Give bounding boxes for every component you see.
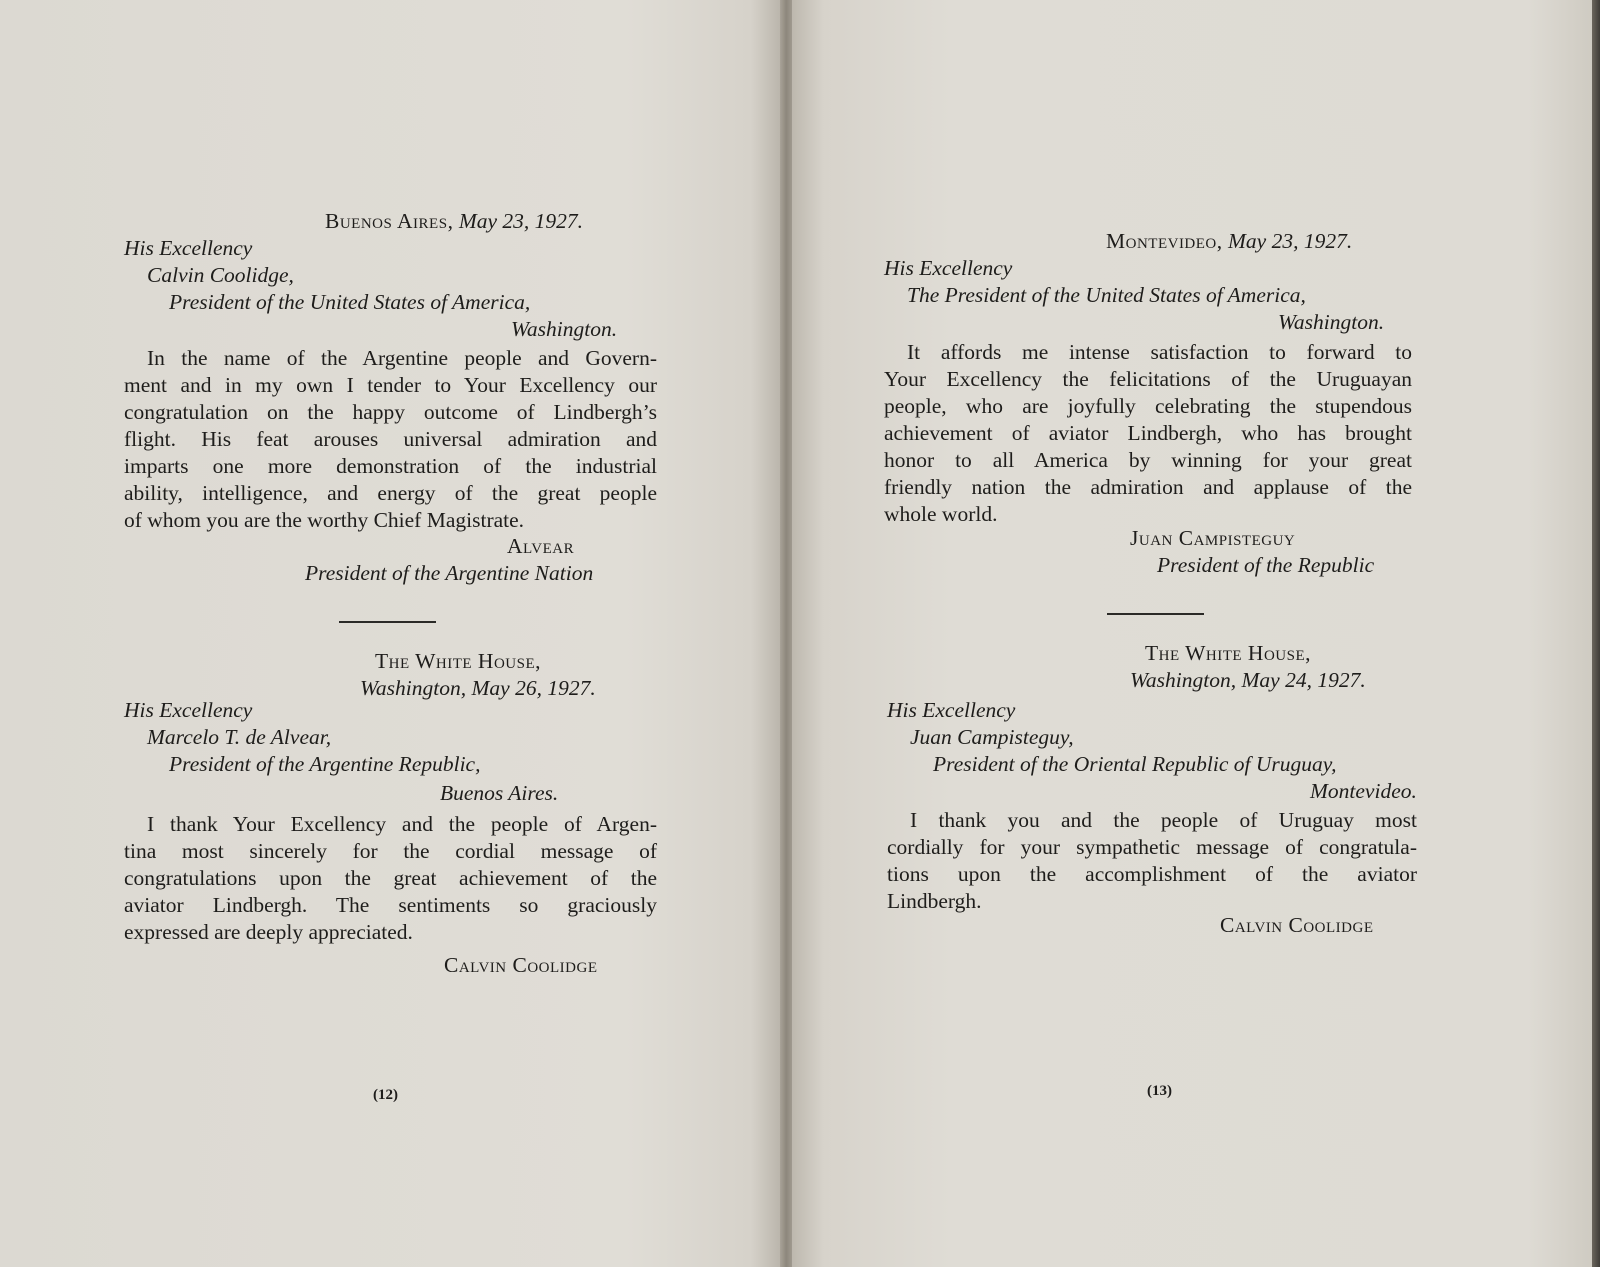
body-line: aviator Lindbergh. The sentiments so graciously xyxy=(124,893,657,917)
body-line: expressed are deeply appreciated. xyxy=(124,920,413,944)
body-line: cordially for your sympathetic message of congratula- xyxy=(887,835,1417,859)
body-line: flight. His feat arouses universal admiration and xyxy=(124,427,657,451)
body-line: people, who are joyfully celebrating the stupendous xyxy=(884,394,1412,418)
page-number: (13) xyxy=(1147,1083,1172,1099)
salutation: His Excellency xyxy=(124,236,253,260)
recipient-title: President of the Argentine Republic, xyxy=(169,752,481,776)
recipient-city: Buenos Aires. xyxy=(440,781,559,805)
salutation: His Excellency xyxy=(887,698,1016,722)
signature: Calvin Coolidge xyxy=(1220,913,1374,937)
body-line: Lindbergh. xyxy=(887,889,982,913)
dateline-buenos-aires xyxy=(325,208,583,235)
recipient-title: The President of the United States of America, xyxy=(907,283,1306,307)
recipient-name: Marcelo T. de Alvear, xyxy=(147,725,332,749)
recipient-title: President of the United States of America, xyxy=(169,290,531,314)
recipient-name: Juan Campisteguy, xyxy=(910,725,1074,749)
body-line: whole world. xyxy=(884,502,998,526)
recipient-city: Montevideo. xyxy=(1310,779,1417,803)
body-line: honor to all America by winning for your great xyxy=(884,448,1412,472)
dateline-date: Washington, May 26, 1927. xyxy=(360,676,596,700)
body-line: tions upon the accomplishment of the aviator xyxy=(887,862,1417,886)
right-page xyxy=(792,0,1592,1267)
dateline-place: The White House, xyxy=(1145,641,1312,665)
body-line: imparts one more demonstration of the industrial xyxy=(124,454,657,478)
body-line: congratulations upon the great achievement of the xyxy=(124,866,657,890)
dateline-place: The White House, xyxy=(375,649,542,673)
left-page xyxy=(0,0,782,1267)
salutation: His Excellency xyxy=(124,698,253,722)
body-line: It affords me intense satisfaction to forward to xyxy=(907,340,1412,364)
salutation: His Excellency xyxy=(884,256,1013,280)
signature: Alvear xyxy=(507,534,575,558)
body-line: Your Excellency the felicitations of the Uruguayan xyxy=(884,367,1412,391)
recipient-city: Washington. xyxy=(1278,310,1385,334)
section-divider xyxy=(1107,613,1204,615)
body-line: ment and in my own I tender to Your Excellency our xyxy=(124,373,657,397)
recipient-title: President of the Oriental Republic of Uruguay, xyxy=(933,752,1337,776)
dateline-montevideo xyxy=(1106,228,1352,255)
dateline-date: May 23, 1927. xyxy=(1228,229,1353,253)
body-line: achievement of aviator Lindbergh, who has brought xyxy=(884,421,1412,445)
body-line: tina most sincerely for the cordial message of xyxy=(124,839,657,863)
signature-title: President of the Argentine Nation xyxy=(305,561,594,585)
body-line: In the name of the Argentine people and Govern- xyxy=(147,346,657,370)
dateline-place: Buenos Aires, xyxy=(325,209,454,233)
dateline-date: Washington, May 24, 1927. xyxy=(1130,668,1366,692)
recipient-name: Calvin Coolidge, xyxy=(147,263,294,287)
body-line: I thank you and the people of Uruguay most xyxy=(910,808,1417,832)
signature-title: President of the Republic xyxy=(1157,553,1375,577)
book-edge xyxy=(1592,0,1600,1267)
dateline-place: Montevideo, xyxy=(1106,229,1223,253)
section-divider xyxy=(339,621,436,623)
body-line: of whom you are the worthy Chief Magistrate. xyxy=(124,508,525,532)
page-number: (12) xyxy=(373,1087,398,1103)
body-line: ability, intelligence, and energy of the great people xyxy=(124,481,657,505)
body-line: congratulation on the happy outcome of Lindbergh’s xyxy=(124,400,657,424)
signature: Calvin Coolidge xyxy=(444,953,598,977)
recipient-city: Washington. xyxy=(511,317,618,341)
dateline-date: May 23, 1927. xyxy=(458,209,584,233)
body-line: I thank Your Excellency and the people of Argen- xyxy=(147,812,657,836)
body-line: friendly nation the admiration and applause of the xyxy=(884,475,1412,499)
signature: Juan Campisteguy xyxy=(1130,526,1296,550)
